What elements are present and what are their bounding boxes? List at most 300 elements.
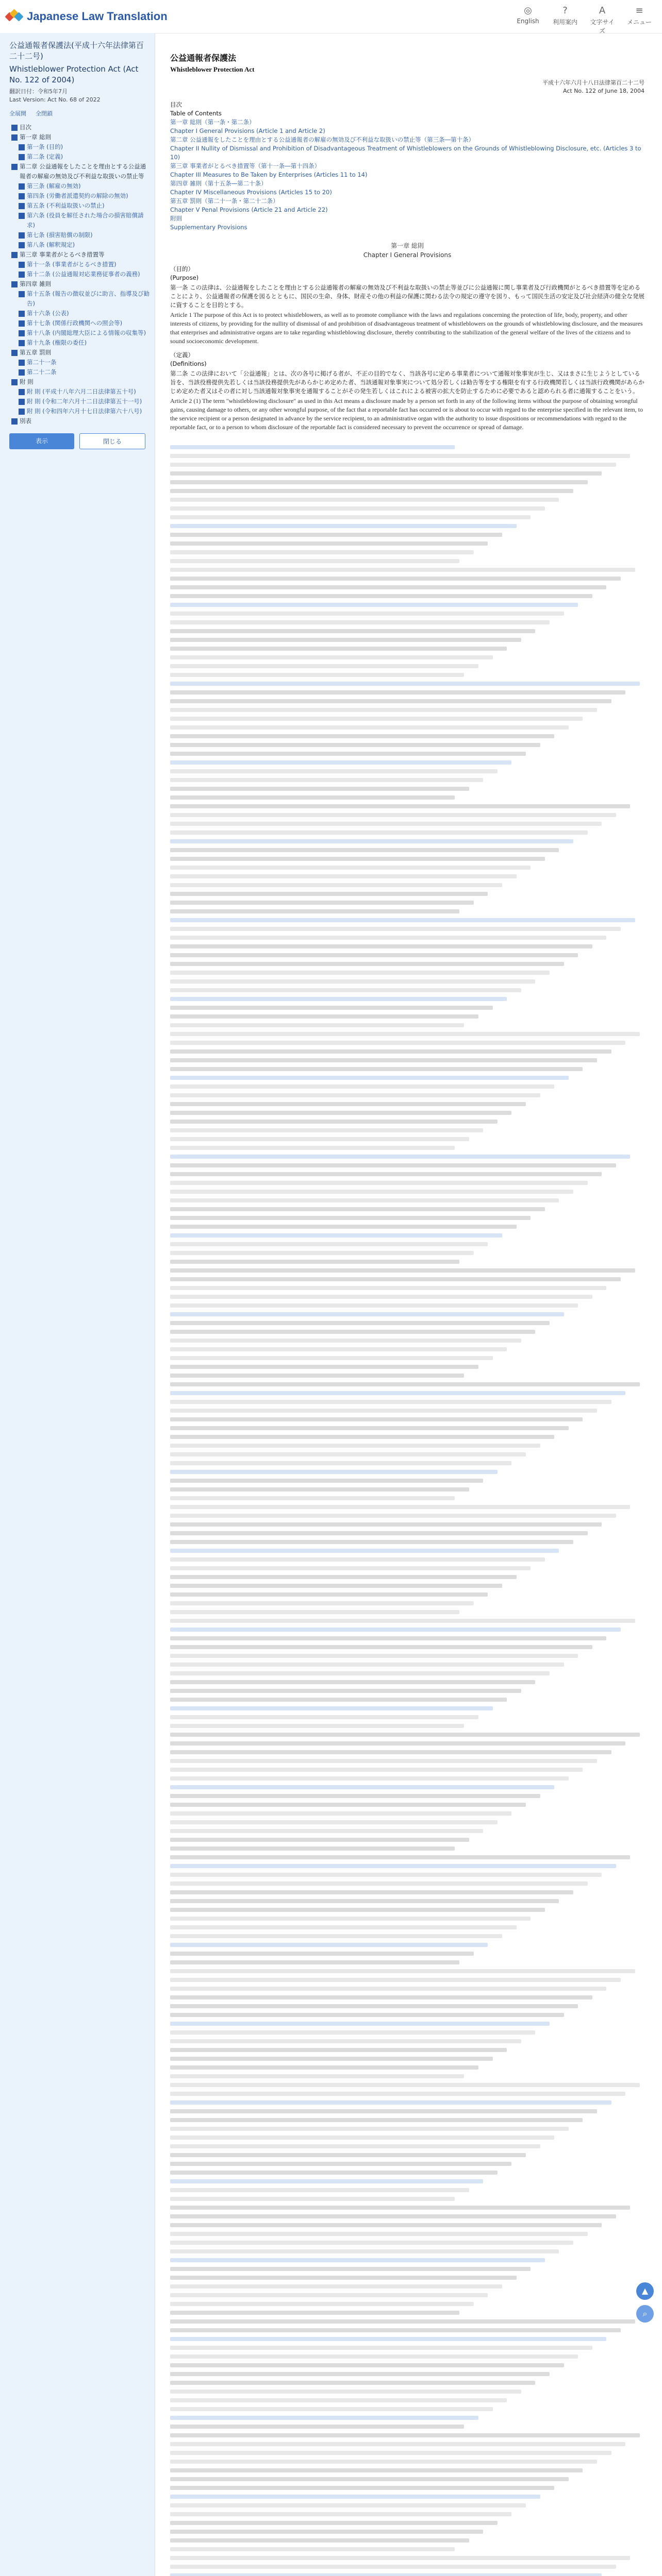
text-line [170,752,526,756]
text-line [170,2100,611,2105]
sidebar-item-label: 第二章 公益通報をしたことを理由とする公益通報者の解雇の無効及び不利益な取扱いの禁止等 [20,163,146,180]
text-line [170,2171,498,2175]
text-line [170,2004,578,2008]
text-line [170,1084,554,1089]
text-line [170,1820,498,1824]
toc-item-en[interactable]: Chapter II Nullity of Dismissal and Prohibition of Disadvantageous Treatment of Whistleblowers on the Grounds of Whistleblowing Disclosure, etc. (Articles 3 to 10) [170,145,641,161]
text-line [170,1514,616,1518]
text-line [170,866,531,870]
law-title-ja: 公益通報者保護法 [170,53,237,63]
text-line [170,2276,517,2280]
text-line [170,2398,507,2402]
scroll-top-button[interactable] [636,2282,654,2300]
text-line [170,2188,469,2192]
site-logo[interactable] [5,9,168,24]
checkbox-icon[interactable] [19,399,25,405]
text-line [170,2407,493,2411]
text-line [170,2442,625,2446]
text-line [170,795,455,800]
text-line [170,533,502,537]
text-line [170,577,621,581]
text-line [170,1741,625,1745]
text-line [170,2425,464,2429]
text-line [170,1969,635,1973]
text-line [170,463,616,467]
sidebar-item[interactable] [4,279,151,289]
sidebar-item-label: 第十八条 (内閣総理大臣による情報の収集等) [27,329,146,336]
text-line [170,1295,592,1299]
text-line [170,524,517,528]
text-line [170,1549,559,1553]
text-line [170,1601,474,1605]
toc-item-en[interactable]: Chapter IV Miscellaneous Provisions (Articles 15 to 20) [170,189,332,196]
sidebar-item[interactable] [4,318,151,328]
text-line [170,1882,588,1886]
text-line [170,1566,531,1570]
text-line [170,936,606,940]
text-line [170,629,535,633]
text-line [170,1698,507,1702]
sidebar-meta-date: 翻訳日付：令和5年7月 [9,88,68,95]
sidebar-item-label: 附 則 [20,378,34,385]
text-line [170,1855,630,1859]
text-line [170,1776,569,1781]
expand-all-link[interactable]: 全展開 [9,110,26,117]
text-line [170,1032,640,1036]
text-line [170,2328,621,2332]
sidebar-item[interactable] [4,289,151,309]
text-line [170,2267,531,2271]
text-line [170,1995,592,1999]
text-line [170,1146,455,1150]
text-line [170,1041,625,1045]
text-line [170,2354,578,2359]
toc-item-ja[interactable]: 第一章 総則（第一条・第二条） [170,118,255,126]
article-caption-en: (Definitions) [170,360,207,367]
checkbox-icon[interactable] [19,360,25,366]
text-line [170,2153,526,2157]
text-line [170,2057,493,2061]
article [170,265,644,346]
text-line [170,489,573,493]
sidebar-item[interactable] [4,181,151,191]
sidebar-item[interactable] [4,416,151,426]
text-line [170,1128,483,1132]
text-line [170,778,483,782]
text-line [170,901,474,905]
text-line [170,1838,469,1842]
checkbox-icon[interactable] [19,369,25,376]
text-line [170,2258,545,2262]
text-line [170,2433,640,2437]
text-size-toggle[interactable]: A 文字サイズ [588,5,617,35]
text-line [170,2556,630,2560]
text-line [170,2232,588,2236]
sidebar-item-label: 第一章 総則 [20,133,52,141]
sidebar-item[interactable] [4,142,151,152]
text-line [170,612,564,616]
text-line [170,1058,597,1062]
text-line [170,1120,498,1124]
text-line [170,1356,493,1360]
text-line [170,1531,588,1535]
arrow-up-icon: ▲ [641,2286,649,2296]
toc-item-ja[interactable]: 第三章 事業者がとるべき措置等（第十一条―第十四条） [170,162,321,170]
toc-item-ja[interactable]: 附則 [170,215,182,222]
text-line [170,2048,507,2052]
text-line [170,1330,535,1334]
sidebar-item[interactable] [4,348,151,358]
text-line [170,927,621,931]
checkbox-icon[interactable] [11,418,18,425]
toc-item-en[interactable]: Chapter I General Provisions (Article 1 and Article 2) [170,127,325,134]
law-content [170,52,644,435]
text-line [170,1242,488,1246]
sidebar-item-label: 第一条 (目的) [27,143,63,150]
sidebar-item-label: 第七条 (損害賠償の制限) [27,231,93,239]
text-line [170,2179,483,2183]
checkbox-icon[interactable] [19,232,25,239]
text-line [170,2530,483,2534]
text-line [170,2214,616,2218]
text-line [170,1067,583,1071]
text-line [170,2109,597,2113]
text-line [170,2503,526,2507]
text-size-icon: A [599,5,606,16]
search-button[interactable] [636,2305,654,2323]
promulgation: 平成十六年六月十八日法律第百二十二号 Act No. 122 of June 18, 2004 [542,79,644,94]
sidebar-item[interactable] [4,397,151,406]
show-button[interactable]: 表示 [9,433,74,449]
text-line [170,2477,569,2481]
text-line [170,655,493,659]
text-line [170,1233,502,1238]
text-line [170,1811,511,1816]
article-caption-en: (Purpose) [170,274,199,281]
text-line [170,1689,521,1693]
sidebar-item-label: 第十七条 (関係行政機関への照会等) [27,319,123,327]
text-line [170,1400,611,1404]
sidebar-item-label: 第八条 (解釈規定) [27,241,75,248]
text-line [170,725,569,730]
checkbox-icon[interactable] [19,154,25,160]
help-link[interactable]: ? 利用案内 [551,5,580,35]
text-line [170,638,521,642]
text-line [170,2547,455,2551]
text-line [170,506,545,511]
text-line [170,2363,564,2367]
text-line [170,1794,540,1798]
text-line [170,743,540,747]
sidebar-item[interactable] [4,309,151,318]
text-line [170,1181,588,1185]
sidebar-item[interactable] [4,162,151,181]
article-ja: 第一条 この法律は、公益通報をしたことを理由とする公益通報者の解雇の無効及び不利益な取扱いの禁止等並びに公益通報に関し事業者及び行政機関がとるべき措置等を定めることにより、公益通報者の保護を図るとともに、国民の生命、身体、財産その他の利益の保護に関わる法令の規定の遵守を図り、もって国民生活の安定及び社会経済の健全な発展に資することを目的とする。 [170,284,644,309]
sidebar-item[interactable] [4,358,151,367]
text-line [170,979,535,984]
sidebar-item-label: 第三章 事業者がとるべき措置等 [20,251,105,258]
text-line [170,848,559,852]
sidebar-item-label: 第六条 (役員を解任された場合の損害賠償請求) [27,212,144,229]
checkbox-icon[interactable] [11,379,18,385]
text-line [170,1023,464,1027]
sidebar-law-title-en: Whistleblower Protection Act (Act No. 122 of 2004) [9,64,139,84]
checkbox-icon[interactable] [19,183,25,190]
text-line [170,971,550,975]
text-line [170,2302,474,2306]
text-line [170,1076,569,1080]
sidebar-item[interactable] [4,338,151,348]
text-line [170,471,602,476]
text-line [170,1908,545,1912]
sidebar-item[interactable] [4,260,151,269]
text-line [170,1592,488,1597]
text-line [170,2030,535,2035]
text-line [170,2223,602,2227]
text-line [170,2495,540,2499]
text-line [170,2092,625,2096]
text-line [170,2512,511,2516]
text-line [170,1917,531,1921]
text-line [170,1978,621,1982]
sidebar-item-label: 第五条 (不利益取扱いの禁止) [27,202,105,209]
text-line [170,1093,540,1097]
sidebar-item-label: 附 則 (令和四年六月十七日法律第六十八号) [27,408,142,415]
text-line [170,1417,583,1421]
text-line [170,1522,602,1527]
text-line [170,1347,507,1351]
checkbox-icon[interactable] [11,125,18,131]
text-line [170,2083,640,2087]
checkbox-icon[interactable] [11,281,18,287]
toc-item-en[interactable]: Chapter III Measures to Be Taken by Enterprises (Articles 11 to 14) [170,171,368,178]
toc-item-en[interactable]: Supplementary Provisions [170,224,247,231]
checkbox-icon[interactable] [19,144,25,150]
top-bar [0,0,662,33]
sidebar-item[interactable] [4,123,151,132]
text-line [170,2416,478,2420]
text-line [170,2468,583,2472]
text-line [170,839,573,843]
text-line [170,1706,493,1710]
text-line [170,1557,545,1562]
text-line [170,1006,493,1010]
text-line [170,997,507,1001]
sidebar-item-label: 第五章 罰則 [20,349,52,356]
text-line [170,1172,602,1176]
text-line [170,1487,469,1492]
checkbox-icon[interactable] [11,134,18,141]
sidebar-item[interactable] [4,152,151,162]
text-line [170,2197,455,2201]
text-line [170,1496,455,1500]
text-line [170,2389,521,2394]
text-line [170,1409,597,1413]
checkbox-icon[interactable] [19,311,25,317]
text-line [170,2206,630,2210]
checkbox-icon[interactable] [19,203,25,209]
text-line [170,1426,569,1430]
text-line [170,2346,592,2350]
sidebar-item[interactable] [4,377,151,387]
text-line [170,1645,592,1649]
toc-item-ja[interactable]: 第二章 公益通報をしたことを理由とする公益通報者の解雇の無効及び不利益な取扱いの禁止等（第三条―第十条） [170,136,475,143]
text-line [170,874,517,878]
collapse-all-link[interactable]: 全閉鎖 [36,110,53,117]
text-line [170,2521,498,2525]
text-line [170,2319,635,2324]
text-line [170,594,592,598]
text-line [170,1137,469,1141]
text-line [170,857,545,861]
text-line [170,2144,540,2148]
text-line [170,1014,478,1019]
search-icon: ⌕ [642,2309,648,2318]
checkbox-icon[interactable] [19,213,25,219]
checkbox-icon[interactable] [11,350,18,356]
sidebar-item[interactable] [4,367,151,377]
text-line [170,1628,621,1632]
text-line [170,2127,569,2131]
menu-button[interactable]: ≡ メニュー [625,5,654,35]
text-line [170,2573,602,2576]
text-line [170,1846,455,1851]
toc-item-ja[interactable]: 第五章 罰則（第二十一条・第二十二条） [170,197,279,205]
text-line [170,585,606,589]
english-toggle[interactable]: ◎ English [514,5,542,35]
text-line [170,480,588,484]
sidebar-law-title-ja: 公益通報者保護法(平成十六年法律第百二十二号) [9,41,144,61]
text-line [170,2118,583,2122]
text-line [170,918,635,922]
text-line [170,647,507,651]
toc-item-en[interactable]: Chapter V Penal Provisions (Article 21 and Article 22) [170,206,328,213]
text-line [170,454,630,458]
text-line [170,2293,488,2297]
checkbox-icon[interactable] [19,291,25,297]
text-line [170,1934,502,1938]
text-line [170,2013,564,2017]
text-line [170,892,488,896]
checkbox-icon[interactable] [19,262,25,268]
checkbox-icon[interactable] [11,252,18,258]
sidebar-item[interactable] [4,328,151,338]
text-line [170,708,597,712]
text-line [170,909,459,913]
sidebar-item[interactable] [4,201,151,211]
sidebar-item[interactable] [4,387,151,397]
text-line [170,1540,573,1544]
checkbox-icon[interactable] [19,340,25,346]
text-line [170,498,559,502]
text-line [170,603,578,607]
text-line [170,1636,606,1640]
text-line [170,1619,635,1623]
sidebar-item[interactable] [4,240,151,250]
text-line [170,1505,630,1509]
article-caption-ja: （目的） [170,265,194,273]
law-title-en: Whistleblower Protection Act [170,65,255,73]
checkbox-icon[interactable] [19,330,25,336]
sidebar-item-label: 第二十一条 [27,359,57,366]
sidebar-item[interactable] [4,230,151,240]
text-line [170,1715,478,1719]
text-line [170,1759,597,1763]
sidebar-item[interactable] [4,269,151,279]
close-button[interactable]: 閉じる [79,433,145,449]
text-line [170,1391,625,1395]
sidebar-item-label: 第二条 (定義) [27,153,63,160]
text-line [170,1899,559,1903]
text-line [170,559,459,563]
sidebar-item-label: 附 則 (平成十八年六月二日法律第五十号) [27,388,136,395]
text-line [170,1768,583,1772]
text-line [170,1277,621,1281]
sidebar-tree [4,123,151,426]
text-line [170,1190,573,1194]
text-line [170,682,640,686]
sidebar-item[interactable] [4,406,151,416]
text-line [170,1268,635,1273]
text-line [170,1750,611,1754]
text-line [170,1321,550,1325]
text-line [170,541,488,546]
checkbox-icon[interactable] [19,409,25,415]
text-line [170,717,583,721]
checkbox-icon[interactable] [11,164,18,170]
text-line [170,1155,630,1159]
text-line [170,2565,616,2569]
article-ja: 第二条 この法律において「公益通報」とは、次の各号に掲げる者が、不正の目的でなく、当該各号に定める事業者について通報対象事実が生じ、又はまさに生じようとしている旨を、当該役務提供先若しくは当該役務提供先があらかじめ定めた者、当該通報対象事実について処分若しくは勧告等をする権限を有する行政機関若しくは当該行政機関があらかじめ定めた者又はその者に対し当該通報対象事実を通報することがその発生若しくはこれによる被害の拡大を防止するために必要であると認められる者に通報することをいう。 [170,370,644,395]
text-line [170,2136,554,2140]
text-line [170,2039,521,2043]
text-line [170,2372,550,2376]
text-line [170,690,625,694]
sidebar-item[interactable] [4,132,151,142]
text-line [170,515,531,519]
checkbox-icon[interactable] [19,193,25,199]
sidebar-item[interactable] [4,211,151,230]
text-line [170,1216,531,1220]
sidebar-item[interactable] [4,191,151,201]
sidebar-item[interactable] [4,250,151,260]
checkbox-icon[interactable] [19,320,25,327]
checkbox-icon[interactable] [19,242,25,248]
text-line [170,1225,517,1229]
sidebar-item-label: 第十九条 (権限の委任) [27,339,87,346]
text-line [170,1461,511,1465]
text-line [170,1680,535,1684]
sidebar-item-label: 別表 [20,417,31,425]
text-line [170,2065,478,2070]
text-line [170,1444,540,1448]
toc-item-ja[interactable]: 第四章 雑則（第十五条―第二十条） [170,180,267,187]
checkbox-icon[interactable] [19,389,25,395]
sidebar-item-label: 第十五条 (報告の徴収並びに助言、指導及び勧告) [27,290,150,307]
sidebar-item-label: 第十一条 (事業者がとるべき措置) [27,261,117,268]
text-line [170,1829,483,1833]
text-line [170,822,602,826]
text-line [170,1102,526,1106]
text-line [170,2162,511,2166]
sidebar-item-label: 第十二条 (公益通報対応業務従事者の義務) [27,270,140,278]
checkbox-icon[interactable] [19,272,25,278]
text-line [170,2451,611,2455]
sidebar-item-label: 目次 [20,124,31,131]
text-line [170,804,630,808]
text-line [170,673,464,677]
menu-icon: ≡ [635,5,643,16]
